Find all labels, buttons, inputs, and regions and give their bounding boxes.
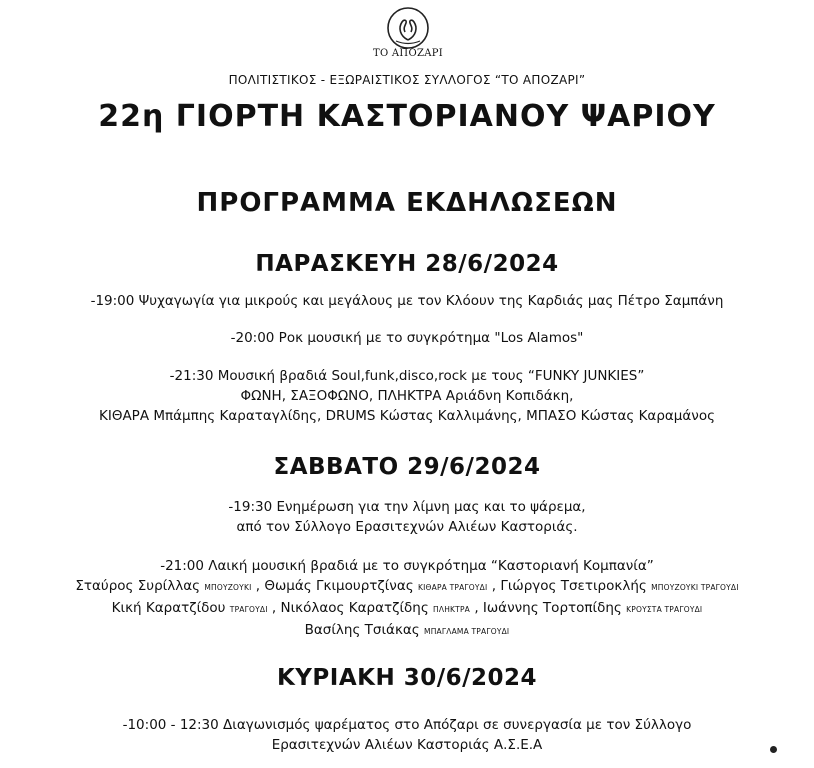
musician-role: ΤΡΑΓΟΥΔΙ (229, 605, 268, 614)
musician-role: ΜΠΑΓΛΑΜΑ ΤΡΑΓΟΥΔΙ (424, 627, 510, 636)
program-title: ΠΡΟΓΡΑΜΜΑ ΕΚΔΗΛΩΣΕΩΝ (196, 188, 618, 218)
event-line: -19:00 Ψυχαγωγία για μικρούς και μεγάλους με τον Κλόουν της Καρδιάς μας Πέτρο Σαμπάνη (90, 293, 724, 309)
musician-name: , Ιωάννης Τορτοπίδης (474, 600, 622, 616)
event-line: ΦΩΝΗ, ΣΑΞΟΦΩΝΟ, ΠΛΗΚΤΡΑ Αριάδνη Κοπιδάκη, (240, 388, 574, 404)
decorative-dot (770, 746, 777, 753)
musician-name: Κική Καρατζίδου (111, 600, 226, 616)
musician-name: , Νικόλαος Καρατζίδης (271, 600, 429, 616)
event-line: -10:00 - 12:30 Διαγωνισμός ψαρέματος στο Απόζαρι σε συνεργασία με τον Σύλλογο (122, 717, 692, 733)
day-heading-sunday: ΚΥΡΙΑΚΗ 30/6/2024 (276, 665, 538, 691)
event-line: από τον Σύλλογο Ερασιτεχνών Αλιέων Καστοριάς. (236, 519, 578, 535)
musician-role: ΠΛΗΚΤΡΑ (433, 605, 471, 614)
musician-name: Βασίλης Τσιάκας (304, 622, 420, 638)
day-heading-saturday: ΣΑΒΒΑΤΟ 29/6/2024 (273, 454, 541, 480)
event-line: ΚΙΘΑΡΑ Μπάμπης Καραταγλίδης, DRUMS Κώστας Καλλιμάνης, ΜΠΑΣΟ Κώστας Καραμάνος (98, 408, 716, 424)
page-title: 22η ΓΙΟΡΤΗ ΚΑΣΤΟΡΙΑΝΟΥ ΨΑΡΙΟΥ (98, 99, 716, 134)
swans-logo-icon (386, 6, 430, 50)
event-line: -21:00 Λαική μουσική βραδιά με το συγκρότημα “Καστοριανή Κομπανία” (160, 558, 654, 574)
event-line: -19:30 Ενημέρωση για την λίμνη μας και το ψάρεμα, (228, 499, 586, 515)
event-line: -21:30 Μουσική βραδιά Soul,funk,disco,rock με τους “FUNKY JUNKIES” (169, 368, 645, 384)
musicians-line-2 (0, 598, 814, 620)
musician-role: ΜΠΟΥΖΟΥΚΙ ΤΡΑΓΟΥΔΙ (651, 583, 739, 592)
musicians-line-1 (0, 576, 814, 598)
event-saturday-1930 (0, 497, 814, 537)
event-line: -20:00 Ροκ μουσική με το συγκρότημα "Los Alamos" (230, 330, 584, 346)
event-friday-1900 (0, 291, 814, 311)
musician-role: ΚΡΟΥΣΤΑ ΤΡΑΓΟΥΔΙ (626, 605, 703, 614)
musicians-line-3 (0, 620, 814, 642)
musician-role: ΚΙΘΑΡΑ ΤΡΑΓΟΥΔΙ (417, 583, 488, 592)
organization-name: ΠΟΛΙΤΙΣΤΙΚΟΣ - ΕΞΩΡΑΙΣΤΙΚΟΣ ΣΥΛΛΟΓΟΣ “ΤΟ ΑΠΟΖΑΡΙ” (228, 73, 586, 87)
logo (372, 6, 444, 66)
event-friday-2000 (0, 328, 814, 348)
musician-role: ΜΠΟΥΖΟΥΚΙ (204, 583, 252, 592)
logo-text: ΤΟ ΑΠΟΖΑΡΙ (372, 48, 444, 59)
event-sunday-1000 (0, 715, 814, 755)
event-saturday-2100 (0, 556, 814, 642)
musician-name: , Θωμάς Γκιμουρτζίνας (255, 578, 414, 594)
musician-name: , Γιώργος Τσετιροκλής (491, 578, 647, 594)
day-heading-friday: ΠΑΡΑΣΚΕΥΗ 28/6/2024 (255, 251, 559, 277)
musician-name: Σταύρος Συρίλλας (75, 578, 201, 594)
event-friday-2130 (0, 366, 814, 426)
event-line: Ερασιτεχνών Αλιέων Καστοριάς Α.Σ.Ε.Α (271, 737, 543, 753)
